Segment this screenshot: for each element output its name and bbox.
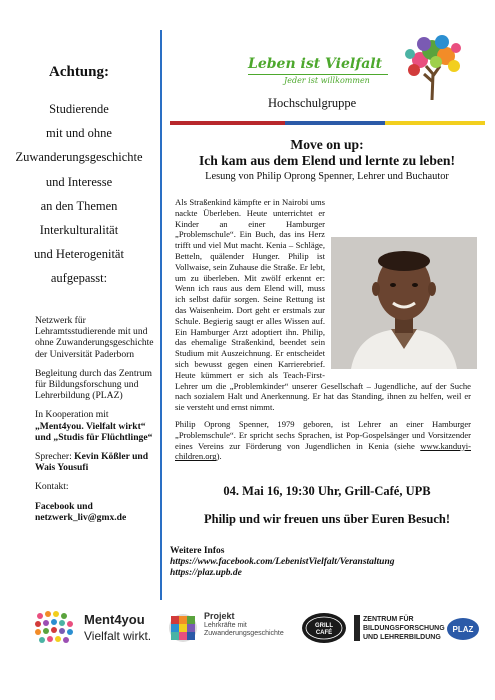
body-paragraph-1: Als Straßenkind kämpfte er in Nairobi ums nackte Überleben. Heute unterrichtet er Kinder an einer Hamburger „Problemschule“. Ein Buch, das ins Herz trifft und viel Mut macht. Kenia – Schläge, Betteln, quälender Hunger. Philip ist Vollwaise, sein Zuhause die Straße. Er lebt, um zu überleben. Mit zwölf erkennt er: Wenn ich raus aus dem Elend will, muss ich selbst dafür sorgen. Seine Rettung ist das Waisenheim. Dort geht er erstmals zur Schule. Begierig saugt er alles Wissen auf. Ein Hamburger Arzt adoptiert ihn. Philip, das ehemalige Straßenkind, beendet sein Studium mit Auszeichnung. Er entscheidet sich bewusst gegen einen Karrierebrief. Heute kümmert er sich als Teach-First-Lehrer um die „Problemkinder“ unserer Gesellschaft – Jugendliche, auf der Suche nach sozialem Halt und Anerkennung. Er hat das Standing, ihnen zu helfen, weil er sie versteht und ernst nimmt. [175, 197, 471, 413]
biography-paragraph [175, 419, 471, 462]
cooperation-names: „Ment4you. Vielfalt wirkt“ und „Studis für Flüchtlinge“ [35, 420, 153, 443]
zfb-line-2: BILDUNGSFORSCHUNG [363, 625, 445, 632]
projekt-title: Projekt [204, 611, 235, 621]
group-label: Hochschulgruppe [268, 96, 357, 110]
support-text: Begleitung durch das Zentrum für Bildungsforschung und Lehrerbildung (PLAZ) [35, 367, 152, 402]
cooperation-prefix: In Kooperation mit [35, 409, 109, 421]
attention-line: mit und ohne [46, 126, 112, 141]
cafe-text: CAFÉ [315, 630, 333, 636]
more-info-label: Weitere Infos [170, 546, 225, 556]
facebook-link[interactable]: https://www.facebook.com/LebenistVielfalt/Veranstaltung [170, 557, 395, 567]
body-paragraph-2: Philip Oprong Spenner, 1979 geboren, ist Lehrer an einer Hamburger „Problemschule“. Er spricht sechs Sprachen, ist Pop-Gospelsänger und Vorsitzender eines Vereins zur Förderung von Jugendlichen in Kenia (siehe [175, 419, 471, 451]
attention-line: an den Themen [40, 198, 118, 213]
attention-title: Achtung: [48, 64, 109, 80]
plaz-link[interactable]: https://plaz.upb.de [170, 568, 242, 578]
cooperation-text [35, 409, 157, 443]
plaz-text: PLAZ [452, 625, 474, 634]
contact-value [35, 501, 157, 523]
attention-line: Zuwanderungsgeschichte [15, 150, 143, 165]
contact-label: Kontakt: [35, 481, 69, 493]
tree-logo-icon [402, 30, 466, 100]
speaker-prefix: Sprecher: [35, 451, 72, 463]
logo-subtitle: Jeder ist willkommen [284, 76, 370, 85]
more-info [170, 546, 488, 579]
attention-line: aufgepasst: [50, 271, 108, 286]
body-paragraph-2-end: ). [216, 451, 222, 462]
zfb-line-3: UND LEHRERBILDUNG [363, 634, 441, 641]
grill-cafe-logo-icon [300, 611, 348, 645]
projekt-mosaic-icon [168, 613, 198, 643]
speaker-names: Kevin Kößler und Wais Yousufi [35, 451, 149, 474]
attention-lines [0, 97, 158, 291]
attention-line: Interkulturalität [39, 223, 119, 238]
grill-text: GRILL [315, 623, 333, 629]
ment4you-logo [32, 608, 157, 648]
contact-email[interactable]: Facebook und netzwerk_liv@gmx.de [35, 500, 127, 523]
event-headline [168, 137, 486, 169]
closing-line: Philip und wir freuen uns über Euren Besuch! [203, 512, 450, 526]
zfb-logo [352, 613, 482, 653]
zfb-line-1: ZENTRUM FÜR [363, 616, 414, 623]
headline-line-1: Move on up: [290, 137, 364, 152]
headline-line-2: Ich kam aus dem Elend und lernte zu leben! [198, 153, 456, 168]
attention-line: und Heterogenität [34, 247, 124, 262]
attention-line: Studierende [49, 102, 109, 116]
network-text: Netzwerk für Lehramtsstudierende mit und ohne Zuwanderungsgeschichte der Universität Paderborn [35, 315, 154, 360]
sidebar [0, 0, 158, 600]
logo-underline [248, 74, 388, 75]
zfb-text [363, 615, 445, 642]
stripe-yellow [385, 121, 485, 125]
reading-subtitle: Lesung von Philip Oprong Spenner, Lehrer und Buchautor [205, 171, 449, 182]
stripe-blue [285, 121, 385, 125]
event-description [175, 197, 471, 413]
sidebar-info [35, 315, 157, 531]
stripe-red [170, 121, 285, 125]
projekt-subtitle-2: Zuwanderungsgeschichte [204, 630, 284, 637]
kanduyi-link[interactable]: www.kanduyi-children.org [175, 440, 471, 462]
projekt-logo [168, 611, 308, 651]
logo-title: Leben ist Vielfalt [248, 56, 383, 72]
zfb-bar [354, 615, 360, 641]
speaker-portrait [331, 237, 477, 369]
projekt-subtitle-1: Lehrkräfte mit [204, 622, 247, 629]
plaz-badge-icon [446, 617, 480, 641]
ment4you-title: Ment4you [84, 612, 145, 627]
attention-line: und Interesse [45, 174, 113, 189]
event-date: 04. Mai 16, 19:30 Uhr, Grill-Café, UPB [223, 484, 431, 498]
sidebar-divider [160, 30, 162, 600]
speaker-text [35, 451, 157, 473]
ment4you-tagline: Vielfalt wirkt. [84, 629, 152, 643]
ment4you-dots-icon [32, 608, 76, 648]
